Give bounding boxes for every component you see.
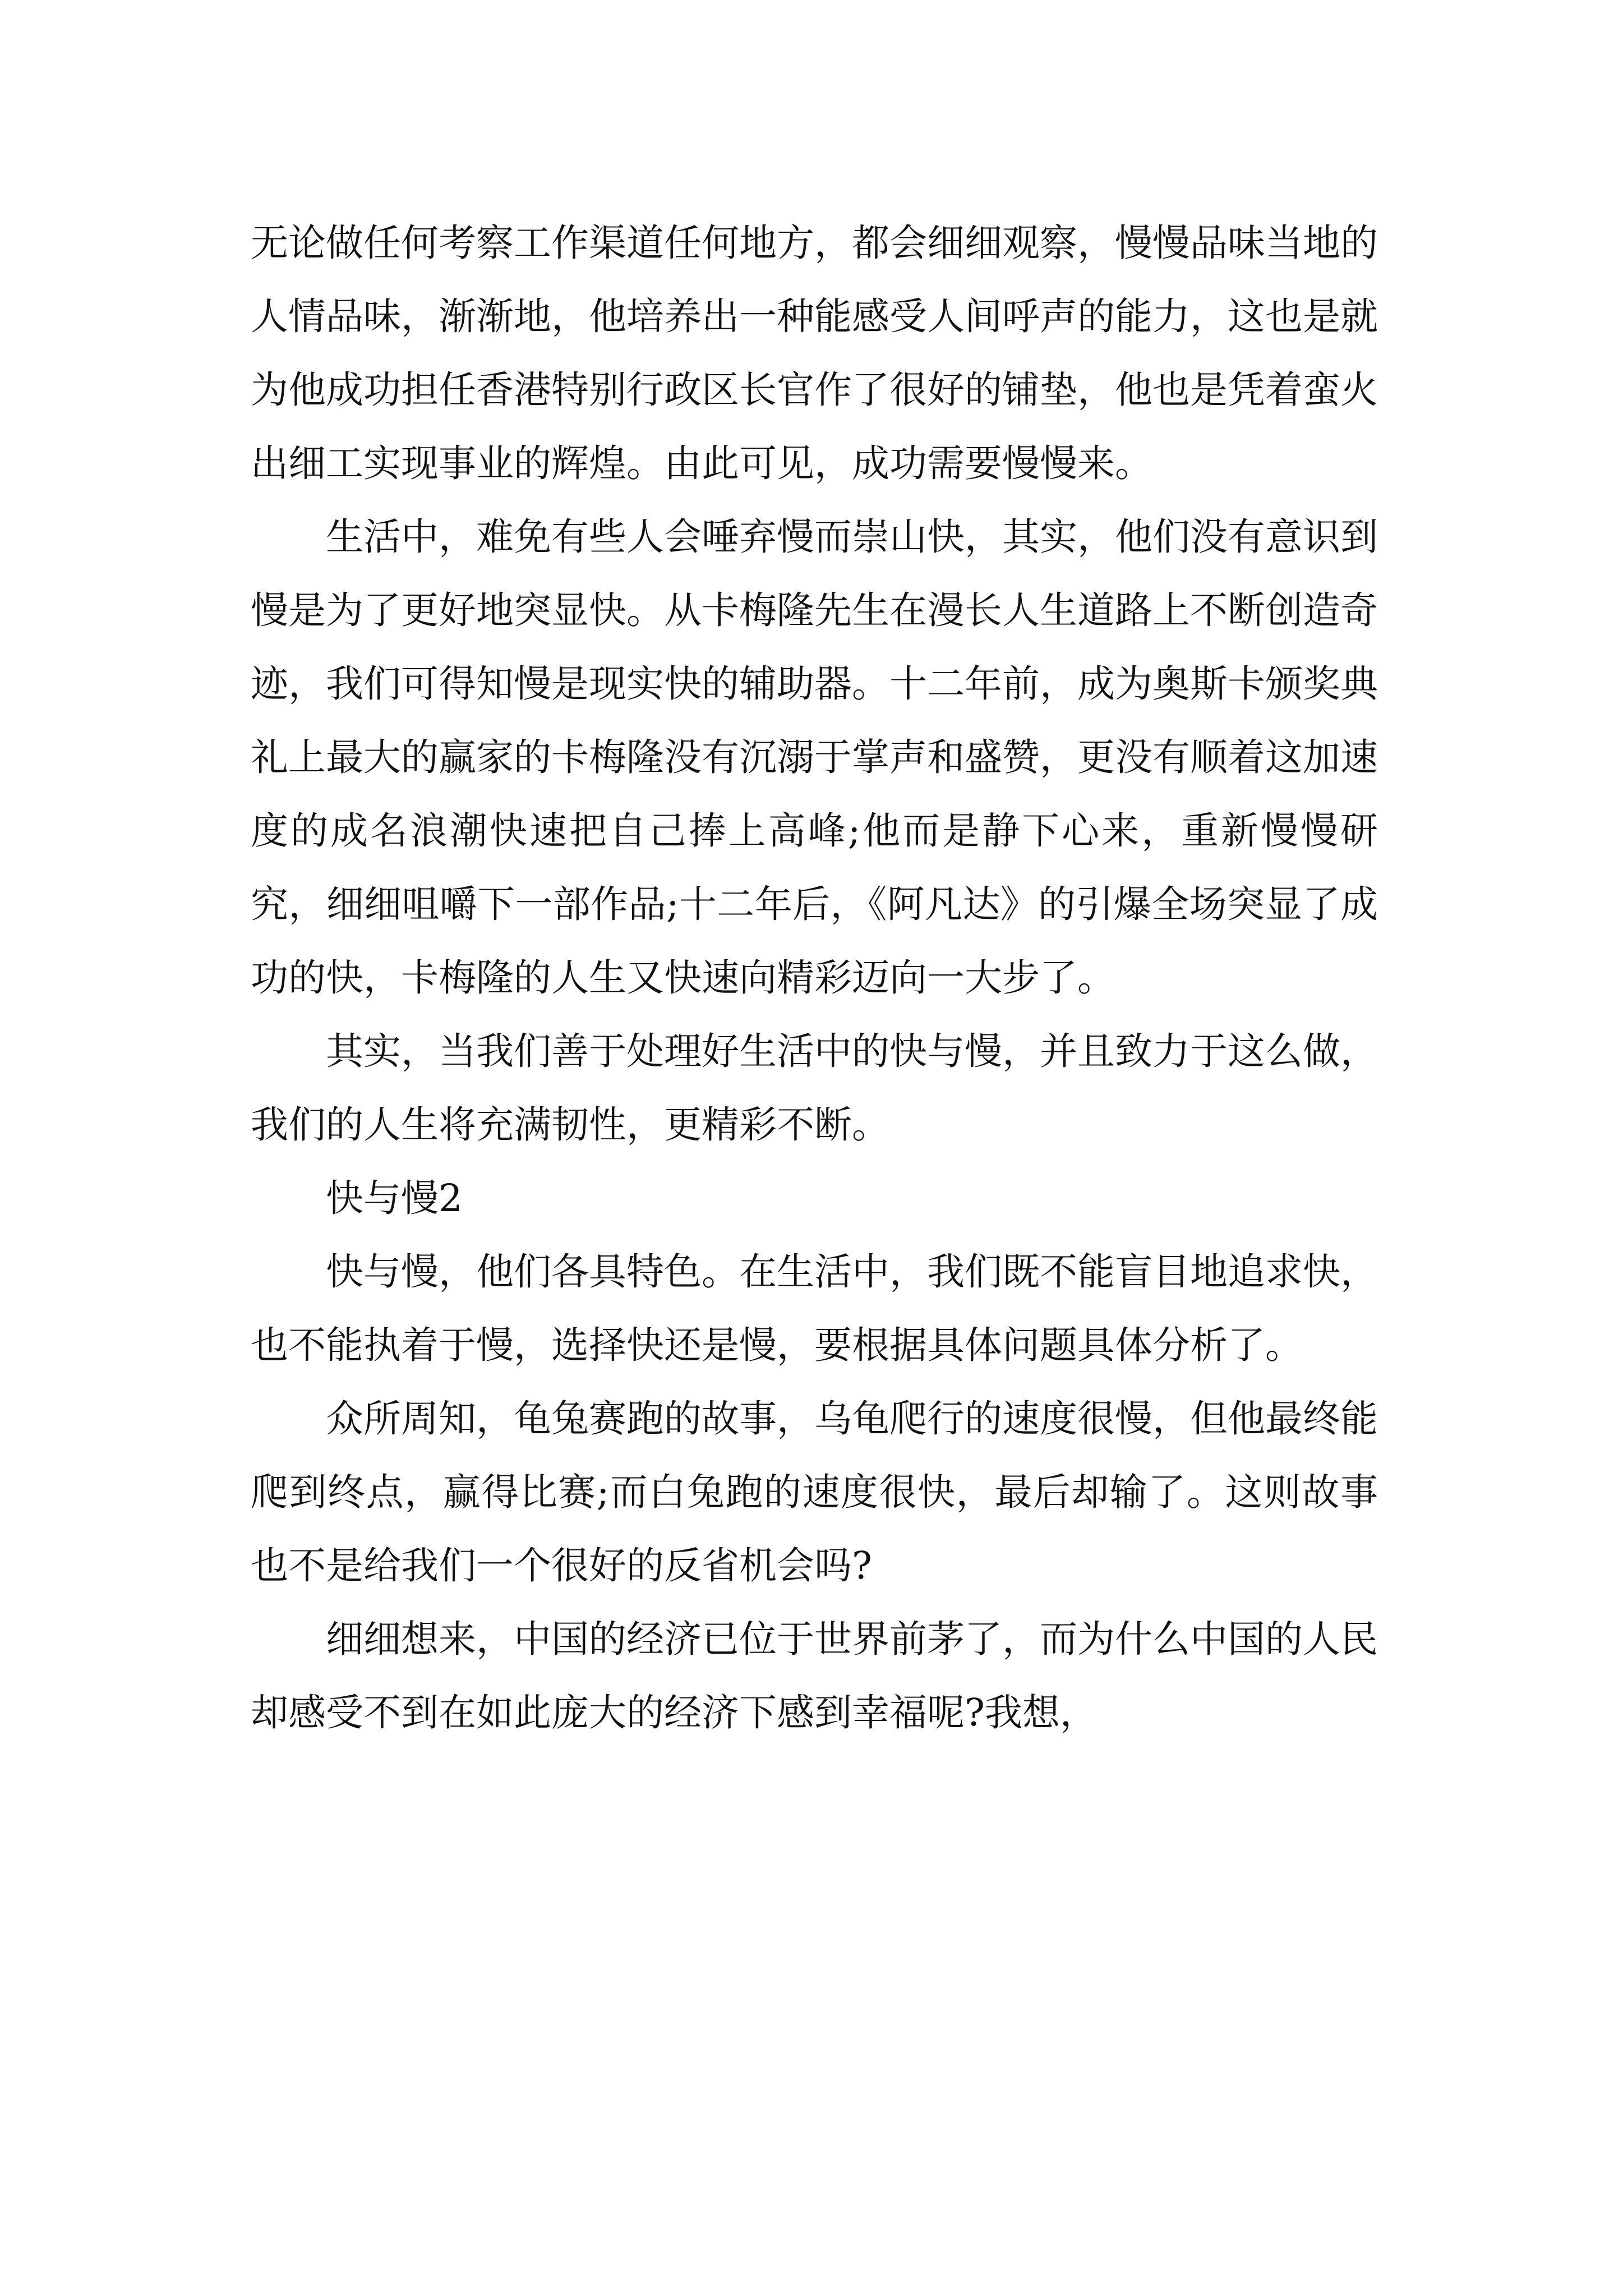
paragraph-2: 生活中，难免有些人会唾弃慢而崇山快，其实，他们没有意识到慢是为了更好地突显快。从卡梅隆先生在漫长人生道路上不断创造奇迹，我们可得知慢是现实快的辅助器。十二年前，成为奥斯卡颁奖典礼上最大的赢家的卡梅隆没有沉溺于掌声和盛赞，更没有顺着这加速度的成名浪潮快速把自己捧上高峰;他而是静下心来，重新慢慢研究，细细咀嚼下一部作品;十二年后，《阿凡达》的引爆全场突显了成功的快，卡梅隆的人生又快速向精彩迈向一大步了。 (251, 515, 1378, 1000)
paragraph-4: 快与慢，他们各具特色。在生活中，我们既不能盲目地追求快，也不能执着于慢，选择快还是慢，要根据具体问题具体分析了。 (251, 1250, 1378, 1367)
body-text (251, 206, 1378, 1750)
paragraph-5: 众所周知，龟兔赛跑的故事，乌龟爬行的速度很慢，但他最终能爬到终点，赢得比赛;而白兔跑的速度很快，最后却输了。这则故事也不是给我们一个很好的反省机会吗? (251, 1397, 1378, 1588)
section-heading: 快与慢2 (326, 1176, 463, 1220)
paragraph-1: 无论做任何考察工作渠道任何地方，都会细细观察，慢慢品味当地的人情品味，渐渐地，他培养出一种能感受人间呼声的能力，这也是就为他成功担任香港特别行政区长官作了很好的铺垫，他也是凭着蛮火出细工实现事业的辉煌。由此可见，成功需要慢慢来。 (251, 221, 1378, 485)
paragraph-3: 其实，当我们善于处理好生活中的快与慢，并且致力于这么做，我们的人生将充满韧性，更精彩不断。 (251, 1029, 1378, 1147)
paragraph-6: 细细想来，中国的经济已位于世界前茅了，而为什么中国的人民却感受不到在如此庞大的经济下感到幸福呢?我想， (251, 1617, 1378, 1734)
